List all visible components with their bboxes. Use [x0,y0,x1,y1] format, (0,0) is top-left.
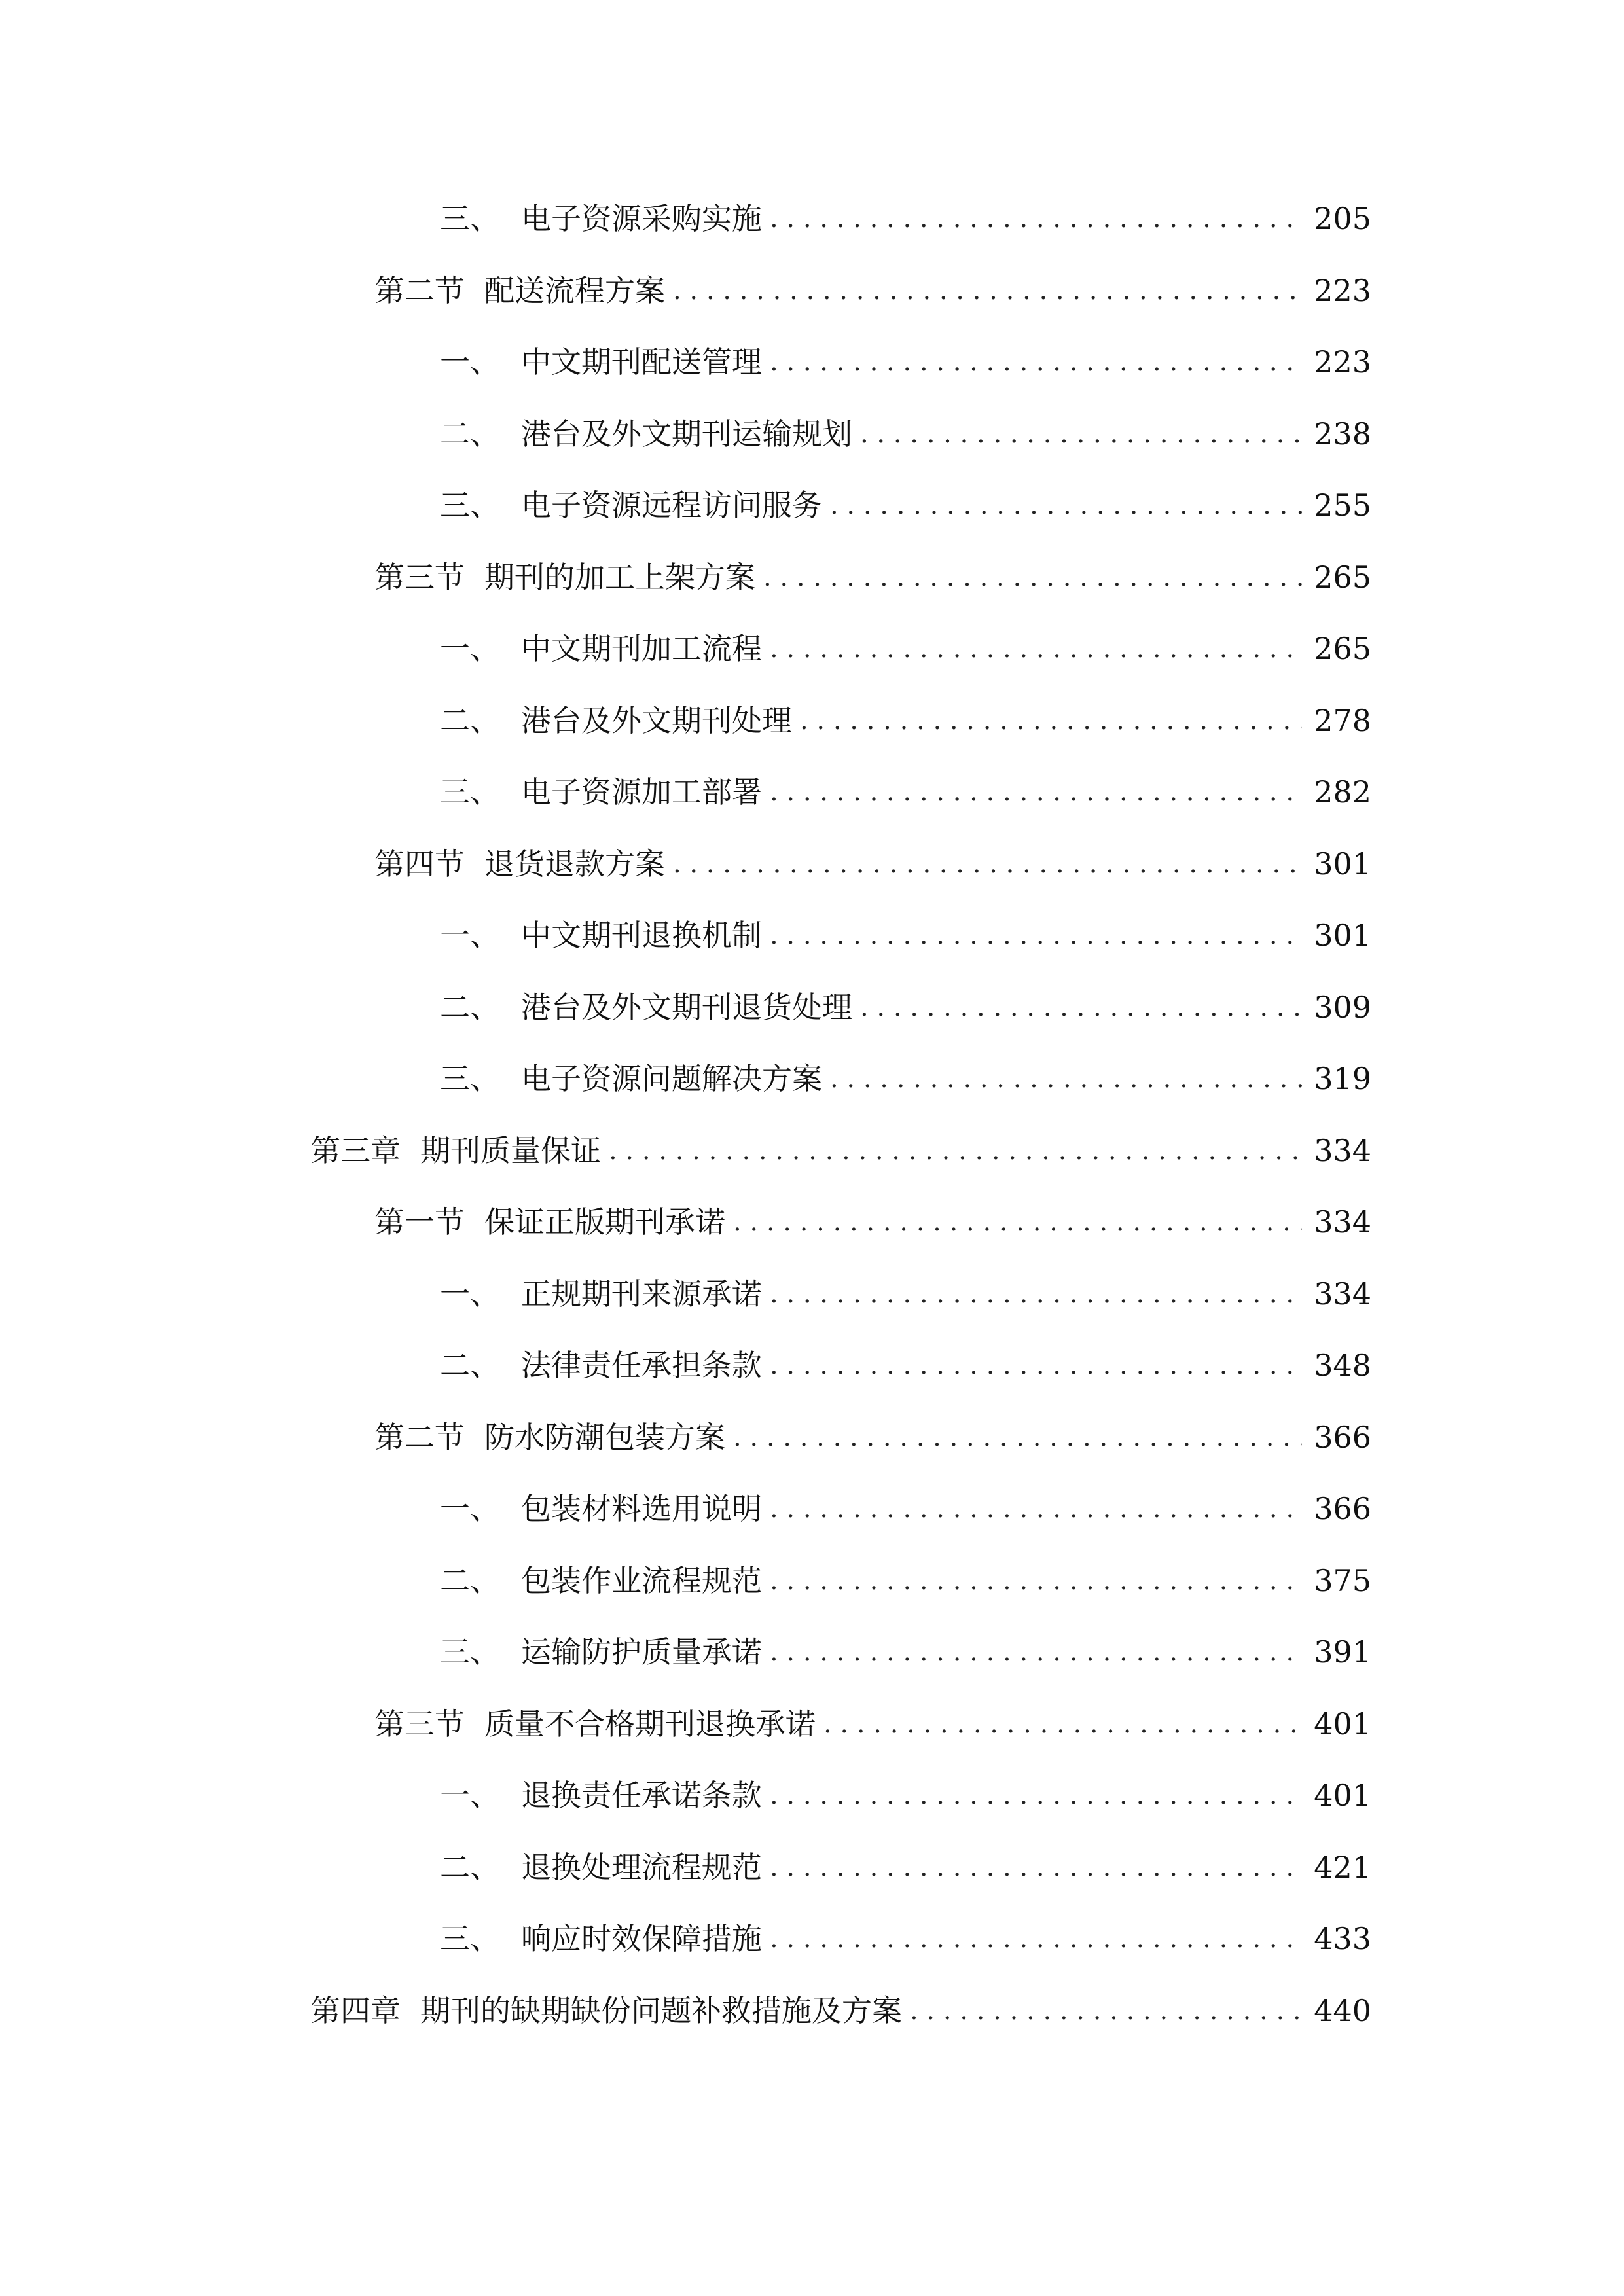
toc-entry-page: 433 [1314,1921,1371,1956]
toc-entry-number: 三、 [440,774,500,810]
toc-entry-title: 电子资源远程访问服务 [521,488,822,523]
dot-leader [795,694,1302,747]
toc-entry-number: 三、 [440,1921,500,1956]
toc-entry-page: 238 [1314,416,1371,452]
toc-entry-number: 二、 [440,1348,500,1383]
toc-entry-number: 一、 [440,1491,500,1526]
dot-leader [765,1769,1302,1821]
toc-entry-page: 366 [1314,1491,1371,1526]
toc-entry-number: 第三节 [374,1706,465,1742]
toc-entry-number: 第二节 [374,1420,465,1455]
toc-entry-number: 三、 [440,201,500,236]
dot-leader [765,1268,1302,1320]
toc-entry-number: 第四章 [310,1993,401,2028]
toc-entry-title: 法律责任承担条款 [521,1348,762,1383]
dot-leader [765,909,1302,961]
toc-entry-number: 第四节 [374,846,465,882]
toc-entry-page: 301 [1314,918,1371,953]
toc-entry-title: 电子资源加工部署 [521,774,762,810]
toc-entry-page: 255 [1314,488,1371,523]
toc-entry-page: 334 [1314,1133,1371,1168]
toc-entry-title: 电子资源采购实施 [521,201,762,236]
toc-entry-title: 中文期刊退换机制 [521,918,762,953]
dot-leader [765,1339,1302,1391]
toc-entry-number: 二、 [440,1563,500,1598]
toc-entry-page: 301 [1314,846,1371,882]
toc-entry-page: 391 [1314,1634,1371,1670]
dot-leader [855,408,1302,460]
toc-entry[interactable] [440,1769,1371,1821]
dot-leader [825,479,1302,531]
toc-entry-number: 二、 [440,990,500,1025]
toc-entry[interactable] [440,1482,1371,1535]
toc-entry[interactable] [440,1052,1371,1105]
toc-entry-number: 三、 [440,488,500,523]
toc-entry[interactable] [440,1626,1371,1678]
toc-entry-number: 三、 [440,1061,500,1096]
toc-entry[interactable] [440,479,1371,531]
toc-entry-title: 中文期刊配送管理 [521,344,762,380]
toc-entry-title: 中文期刊加工流程 [521,631,762,666]
toc-entry[interactable] [440,408,1371,460]
toc-entry-number: 二、 [440,703,500,738]
toc-entry-page: 375 [1314,1563,1371,1598]
toc-entry-page: 334 [1314,1276,1371,1312]
toc-entry-title: 质量不合格期刊退换承诺 [484,1706,816,1742]
toc-entry-number: 第三章 [310,1133,401,1168]
toc-entry-page: 319 [1314,1061,1371,1096]
toc-entry-number: 二、 [440,416,500,452]
dot-leader [765,1554,1302,1607]
toc-entry-number: 第一节 [374,1204,465,1240]
toc-entry-number: 一、 [440,344,500,380]
toc-entry[interactable] [440,1268,1371,1320]
dot-leader [668,838,1302,890]
dot-leader [604,1124,1302,1177]
toc-entry-title: 退换处理流程规范 [521,1850,762,1885]
toc-entry-number: 一、 [440,1276,500,1312]
dot-leader [765,766,1302,818]
toc-entry[interactable] [374,1196,1371,1248]
dot-leader [728,1411,1302,1463]
toc-entry[interactable] [310,1984,1371,2037]
toc-entry-number: 第二节 [374,273,465,308]
dot-leader [818,1698,1302,1750]
dot-leader [728,1196,1302,1248]
toc-entry-title: 保证正版期刊承诺 [484,1204,725,1240]
dot-leader [765,622,1302,675]
toc-entry-page: 223 [1314,273,1371,308]
toc-entry-title: 退货退款方案 [484,846,665,882]
toc-entry-page: 278 [1314,703,1371,738]
toc-entry[interactable] [440,192,1371,245]
toc-entry[interactable] [310,1124,1371,1177]
toc-entry-page: 309 [1314,990,1371,1025]
toc-entry[interactable] [440,1554,1371,1607]
toc-entry[interactable] [440,336,1371,388]
toc-entry-page: 223 [1314,344,1371,380]
toc-entry-page: 401 [1314,1706,1371,1742]
toc-entry[interactable] [440,1339,1371,1391]
dot-leader [825,1052,1302,1105]
toc-entry-number: 一、 [440,631,500,666]
toc-entry-title: 港台及外文期刊退货处理 [521,990,852,1025]
toc-entry-page: 334 [1314,1204,1371,1240]
toc-entry-title: 响应时效保障措施 [521,1921,762,1956]
toc-entry[interactable] [440,909,1371,961]
toc-entry-title: 防水防潮包装方案 [484,1420,725,1455]
dot-leader [765,1482,1302,1535]
toc-entry-number: 二、 [440,1850,500,1885]
toc-entry-page: 265 [1314,631,1371,666]
toc-entry-page: 348 [1314,1348,1371,1383]
dot-leader [668,264,1302,317]
toc-entry-title: 退换责任承诺条款 [521,1778,762,1813]
toc-entry-page: 440 [1314,1993,1371,2028]
toc-entry[interactable] [440,1841,1371,1893]
toc-entry-page: 366 [1314,1420,1371,1455]
toc-entry-page: 205 [1314,201,1371,236]
toc-entry-title: 电子资源问题解决方案 [521,1061,822,1096]
toc-entry[interactable] [440,766,1371,818]
toc-entry[interactable] [440,1912,1371,1965]
toc-entry-page: 421 [1314,1850,1371,1885]
dot-leader [855,981,1302,1033]
toc-entry-number: 一、 [440,918,500,953]
toc-entry[interactable] [440,622,1371,675]
toc-entry-number: 一、 [440,1778,500,1813]
toc-entry[interactable] [374,838,1371,890]
toc-entry-number: 第三节 [374,560,465,595]
dot-leader [765,1841,1302,1893]
toc-entry-page: 282 [1314,774,1371,810]
dot-leader [758,551,1302,603]
toc-entry-title: 正规期刊来源承诺 [521,1276,762,1312]
toc-entry[interactable] [440,981,1371,1033]
toc-entry[interactable] [374,1411,1371,1463]
toc-entry[interactable] [374,1698,1371,1750]
dot-leader [765,192,1302,245]
dot-leader [905,1984,1302,2037]
toc-entry-title: 运输防护质量承诺 [521,1634,762,1670]
toc-entry-page: 265 [1314,560,1371,595]
toc-entry-title: 港台及外文期刊运输规划 [521,416,852,452]
dot-leader [765,1626,1302,1678]
toc-entry-title: 包装材料选用说明 [521,1491,762,1526]
dot-leader [765,1912,1302,1965]
toc-entry-title: 配送流程方案 [484,273,665,308]
toc-entry-title: 期刊的加工上架方案 [484,560,755,595]
toc-entry[interactable] [440,694,1371,747]
toc-entry-title: 包装作业流程规范 [521,1563,762,1598]
toc-entry-title: 期刊质量保证 [420,1133,601,1168]
toc-entry-page: 401 [1314,1778,1371,1813]
dot-leader [765,336,1302,388]
toc-entry-number: 三、 [440,1634,500,1670]
toc-entry[interactable] [374,264,1371,317]
toc-entry-title: 期刊的缺期缺份问题补救措施及方案 [420,1993,902,2028]
toc-entry[interactable] [374,551,1371,603]
toc-entry-title: 港台及外文期刊处理 [521,703,792,738]
